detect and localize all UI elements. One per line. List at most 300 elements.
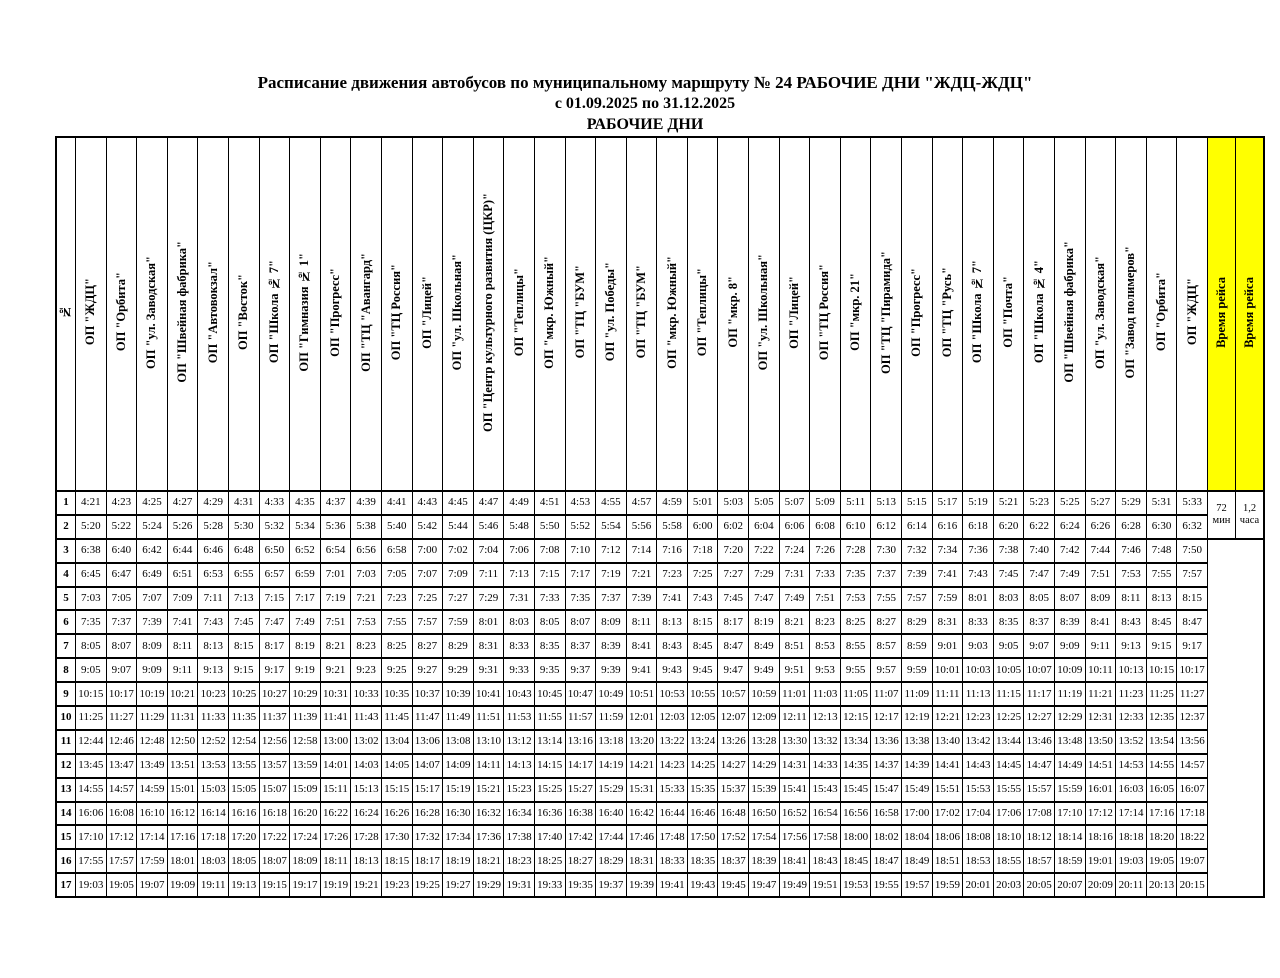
stop-header-label: ОП "Лицей" (419, 275, 434, 349)
schedule-row (56, 873, 1264, 897)
time-cell: 14:53 (1116, 754, 1147, 778)
time-cell: 15:59 (1055, 778, 1086, 802)
time-cell: 8:11 (1116, 587, 1147, 611)
time-cell: 6:47 (106, 563, 137, 587)
time-cell: 16:14 (198, 802, 229, 826)
time-cell: 4:21 (76, 491, 107, 515)
time-cell: 9:07 (1024, 634, 1055, 658)
time-cell: 14:21 (626, 754, 657, 778)
time-cell: 15:43 (810, 778, 841, 802)
time-cell: 19:59 (932, 873, 963, 897)
time-cell: 14:45 (993, 754, 1024, 778)
time-cell: 7:19 (596, 563, 627, 587)
time-cell: 15:23 (504, 778, 535, 802)
time-cell: 7:46 (1116, 539, 1147, 563)
time-cell: 13:51 (167, 754, 198, 778)
time-cell: 12:23 (963, 706, 994, 730)
time-cell: 7:43 (198, 610, 229, 634)
time-cell: 13:26 (718, 730, 749, 754)
time-cell: 14:59 (137, 778, 168, 802)
time-cell: 7:11 (473, 563, 504, 587)
row-number-cell: 16 (56, 849, 76, 873)
time-cell: 17:06 (993, 802, 1024, 826)
time-cell: 6:24 (1055, 515, 1086, 539)
time-cell: 10:57 (718, 682, 749, 706)
time-cell: 16:46 (687, 802, 718, 826)
row-number-cell: 15 (56, 825, 76, 849)
time-cell: 14:07 (412, 754, 443, 778)
time-cell: 10:29 (290, 682, 321, 706)
time-cell: 16:32 (473, 802, 504, 826)
time-cell: 18:03 (198, 849, 229, 873)
time-cell: 9:21 (320, 658, 351, 682)
time-cell: 8:01 (963, 587, 994, 611)
time-cell: 18:59 (1055, 849, 1086, 873)
time-cell: 8:03 (993, 587, 1024, 611)
time-cell: 8:41 (1085, 610, 1116, 634)
stop-header-label: ОП "Школа № 4" (1031, 260, 1046, 364)
time-cell: 8:23 (810, 610, 841, 634)
time-cell: 13:04 (381, 730, 412, 754)
time-cell: 4:41 (381, 491, 412, 515)
time-cell: 7:23 (657, 563, 688, 587)
time-cell: 13:38 (902, 730, 933, 754)
time-cell: 13:49 (137, 754, 168, 778)
time-cell: 14:11 (473, 754, 504, 778)
time-cell: 8:07 (106, 634, 137, 658)
time-cell: 6:12 (871, 515, 902, 539)
time-cell: 5:13 (871, 491, 902, 515)
time-cell: 6:00 (687, 515, 718, 539)
time-cell: 8:31 (932, 610, 963, 634)
time-cell: 17:10 (1055, 802, 1086, 826)
page-title (40, 72, 1250, 135)
time-cell: 13:56 (1177, 730, 1208, 754)
time-cell: 16:36 (534, 802, 565, 826)
row-number-header-label: № (58, 305, 73, 319)
trip-duration-value: 1,2 (1242, 502, 1257, 514)
stop-header (871, 137, 902, 491)
time-cell: 17:46 (626, 825, 657, 849)
time-cell: 11:43 (351, 706, 382, 730)
time-cell: 9:19 (290, 658, 321, 682)
time-cell: 13:44 (993, 730, 1024, 754)
time-cell: 10:59 (749, 682, 780, 706)
time-cell: 5:17 (932, 491, 963, 515)
time-cell: 19:43 (687, 873, 718, 897)
time-cell: 18:19 (443, 849, 474, 873)
stop-header (228, 137, 259, 491)
stop-header-label: ОП "ТЦ Россия" (817, 263, 832, 361)
time-cell: 16:38 (565, 802, 596, 826)
time-cell: 5:36 (320, 515, 351, 539)
time-cell: 13:54 (1146, 730, 1177, 754)
time-cell: 6:44 (167, 539, 198, 563)
time-cell: 12:21 (932, 706, 963, 730)
time-cell: 7:53 (351, 610, 382, 634)
time-cell: 9:09 (137, 658, 168, 682)
time-cell: 18:00 (840, 825, 871, 849)
time-cell: 19:53 (840, 873, 871, 897)
time-cell: 18:31 (626, 849, 657, 873)
time-cell: 8:15 (1177, 587, 1208, 611)
time-cell: 7:33 (810, 563, 841, 587)
time-cell: 7:47 (1024, 563, 1055, 587)
time-cell: 19:13 (228, 873, 259, 897)
time-cell: 9:29 (443, 658, 474, 682)
title-line2: с 01.09.2025 по 31.12.2025 (554, 95, 736, 112)
time-cell: 7:47 (749, 587, 780, 611)
time-cell: 5:32 (259, 515, 290, 539)
time-cell: 7:36 (963, 539, 994, 563)
time-cell: 8:27 (871, 610, 902, 634)
time-cell: 11:59 (596, 706, 627, 730)
time-cell: 13:57 (259, 754, 290, 778)
time-cell: 13:32 (810, 730, 841, 754)
time-cell: 20:03 (993, 873, 1024, 897)
time-cell: 12:27 (1024, 706, 1055, 730)
time-cell: 7:06 (504, 539, 535, 563)
time-cell: 15:29 (596, 778, 627, 802)
time-cell: 18:21 (473, 849, 504, 873)
time-cell: 8:27 (412, 634, 443, 658)
time-cell: 13:12 (504, 730, 535, 754)
stop-header (596, 137, 627, 491)
time-cell: 8:03 (504, 610, 535, 634)
time-cell: 12:52 (198, 730, 229, 754)
trip-duration-cell (1208, 491, 1236, 539)
time-cell: 7:45 (993, 563, 1024, 587)
title-line1: Расписание движения автобусов по муниципальному маршруту № 24 РАБОЧИЕ ДНИ "ЖДЦ-ЖДЦ" (257, 73, 1033, 92)
time-cell: 7:43 (963, 563, 994, 587)
time-cell: 17:55 (76, 849, 107, 873)
time-cell: 16:16 (228, 802, 259, 826)
time-cell: 15:17 (412, 778, 443, 802)
time-cell: 20:07 (1055, 873, 1086, 897)
row-number-cell: 5 (56, 587, 76, 611)
time-cell: 9:13 (1116, 634, 1147, 658)
time-cell: 6:16 (932, 515, 963, 539)
time-cell: 18:33 (657, 849, 688, 873)
time-cell: 11:25 (1146, 682, 1177, 706)
time-cell: 16:56 (840, 802, 871, 826)
time-cell: 12:56 (259, 730, 290, 754)
stop-header-label: ОП "ТЦ "БУМ" (572, 265, 587, 359)
time-cell: 10:13 (1116, 658, 1147, 682)
time-cell: 7:55 (381, 610, 412, 634)
time-cell: 17:32 (412, 825, 443, 849)
stop-header (290, 137, 321, 491)
stop-header-label: ОП "Теплицы" (511, 267, 526, 357)
time-cell: 4:27 (167, 491, 198, 515)
time-cell: 7:43 (687, 587, 718, 611)
time-cell: 11:41 (320, 706, 351, 730)
time-cell: 12:05 (687, 706, 718, 730)
time-cell: 18:09 (290, 849, 321, 873)
time-cell: 12:03 (657, 706, 688, 730)
time-cell: 4:47 (473, 491, 504, 515)
time-cell: 9:23 (351, 658, 382, 682)
time-cell: 5:33 (1177, 491, 1208, 515)
time-cell: 10:23 (198, 682, 229, 706)
time-cell: 7:09 (167, 587, 198, 611)
time-cell: 18:51 (932, 849, 963, 873)
time-cell: 13:14 (534, 730, 565, 754)
time-cell: 6:38 (76, 539, 107, 563)
time-cell: 4:59 (657, 491, 688, 515)
time-cell: 9:03 (963, 634, 994, 658)
stop-header-label: ОП "ул. Школьная" (756, 253, 771, 371)
stop-header-label: ОП "Школа № 7" (266, 260, 281, 364)
time-cell: 19:47 (749, 873, 780, 897)
time-cell: 6:26 (1085, 515, 1116, 539)
time-cell: 19:39 (626, 873, 657, 897)
time-cell: 8:35 (534, 634, 565, 658)
time-cell: 14:43 (963, 754, 994, 778)
time-cell: 12:29 (1055, 706, 1086, 730)
time-cell: 4:53 (565, 491, 596, 515)
time-cell: 12:07 (718, 706, 749, 730)
time-cell: 7:25 (687, 563, 718, 587)
time-cell: 8:19 (290, 634, 321, 658)
time-cell: 17:22 (259, 825, 290, 849)
time-cell: 7:19 (320, 587, 351, 611)
time-cell: 17:42 (565, 825, 596, 849)
stop-header (993, 137, 1024, 491)
time-cell: 6:53 (198, 563, 229, 587)
time-cell: 18:13 (351, 849, 382, 873)
time-cell: 20:09 (1085, 873, 1116, 897)
time-cell: 16:03 (1116, 778, 1147, 802)
time-cell: 18:02 (871, 825, 902, 849)
time-cell: 14:35 (840, 754, 871, 778)
time-cell: 12:54 (228, 730, 259, 754)
time-cell: 5:15 (902, 491, 933, 515)
row-number-cell: 9 (56, 682, 76, 706)
time-cell: 8:41 (626, 634, 657, 658)
time-cell: 14:47 (1024, 754, 1055, 778)
trip-time-header-label: Время рейса (1241, 276, 1256, 348)
time-cell: 7:33 (534, 587, 565, 611)
time-cell: 8:43 (657, 634, 688, 658)
stop-header-label: ОП "мкр. 21" (848, 273, 863, 351)
time-cell: 5:20 (76, 515, 107, 539)
time-cell: 9:59 (902, 658, 933, 682)
time-cell: 13:47 (106, 754, 137, 778)
time-cell: 18:20 (1146, 825, 1177, 849)
time-cell: 13:55 (228, 754, 259, 778)
stop-header (657, 137, 688, 491)
time-cell: 13:53 (198, 754, 229, 778)
trip-time-header (1208, 137, 1236, 491)
row-number-header (56, 137, 76, 491)
time-cell: 17:04 (963, 802, 994, 826)
time-cell: 7:45 (718, 587, 749, 611)
time-cell: 8:55 (840, 634, 871, 658)
time-cell: 8:23 (351, 634, 382, 658)
time-cell: 13:22 (657, 730, 688, 754)
time-cell: 18:27 (565, 849, 596, 873)
row-number-cell: 11 (56, 730, 76, 754)
time-cell: 8:45 (1146, 610, 1177, 634)
time-cell: 20:15 (1177, 873, 1208, 897)
time-cell: 4:23 (106, 491, 137, 515)
time-cell: 13:45 (76, 754, 107, 778)
time-cell: 11:05 (840, 682, 871, 706)
time-cell: 16:12 (167, 802, 198, 826)
time-cell: 16:30 (443, 802, 474, 826)
time-cell: 8:33 (504, 634, 535, 658)
time-cell: 10:03 (963, 658, 994, 682)
time-cell: 15:39 (749, 778, 780, 802)
time-cell: 17:50 (687, 825, 718, 849)
time-cell: 15:55 (993, 778, 1024, 802)
time-cell: 7:42 (1055, 539, 1086, 563)
time-cell: 8:11 (167, 634, 198, 658)
stop-header (718, 137, 749, 491)
schedule-row (56, 825, 1264, 849)
time-cell: 9:25 (381, 658, 412, 682)
stop-header (351, 137, 382, 491)
time-cell: 17:52 (718, 825, 749, 849)
time-cell: 5:56 (626, 515, 657, 539)
time-cell: 11:15 (993, 682, 1024, 706)
time-cell: 9:27 (412, 658, 443, 682)
time-cell: 6:58 (381, 539, 412, 563)
time-cell: 17:59 (137, 849, 168, 873)
time-cell: 8:17 (259, 634, 290, 658)
time-cell: 7:01 (320, 563, 351, 587)
time-cell: 7:40 (1024, 539, 1055, 563)
time-cell: 15:37 (718, 778, 749, 802)
time-cell: 7:10 (565, 539, 596, 563)
time-cell: 18:01 (167, 849, 198, 873)
stop-header (1116, 137, 1147, 491)
time-cell: 17:36 (473, 825, 504, 849)
time-cell: 18:55 (993, 849, 1024, 873)
time-cell: 7:05 (106, 587, 137, 611)
time-cell: 18:18 (1116, 825, 1147, 849)
time-cell: 12:35 (1146, 706, 1177, 730)
time-cell: 5:21 (993, 491, 1024, 515)
time-cell: 4:35 (290, 491, 321, 515)
time-cell: 9:57 (871, 658, 902, 682)
time-cell: 17:28 (351, 825, 382, 849)
stop-header (443, 137, 474, 491)
time-cell: 8:47 (1177, 610, 1208, 634)
time-cell: 8:07 (1055, 587, 1086, 611)
time-cell: 8:07 (565, 610, 596, 634)
time-cell: 13:28 (749, 730, 780, 754)
time-cell: 18:45 (840, 849, 871, 873)
stop-header (1146, 137, 1177, 491)
trip-time-header-label: Время рейса (1213, 276, 1228, 348)
schedule-row (56, 682, 1264, 706)
schedule-row (56, 658, 1264, 682)
time-cell: 9:11 (1085, 634, 1116, 658)
time-cell: 10:05 (993, 658, 1024, 682)
schedule-header (56, 137, 1264, 491)
stop-header (381, 137, 412, 491)
time-cell: 18:22 (1177, 825, 1208, 849)
time-cell: 7:05 (381, 563, 412, 587)
time-cell: 6:56 (351, 539, 382, 563)
time-cell: 8:09 (1085, 587, 1116, 611)
time-cell: 6:55 (228, 563, 259, 587)
time-cell: 20:13 (1146, 873, 1177, 897)
time-cell: 11:17 (1024, 682, 1055, 706)
time-cell: 11:39 (290, 706, 321, 730)
time-cell: 14:55 (76, 778, 107, 802)
time-cell: 7:57 (412, 610, 443, 634)
time-cell: 12:46 (106, 730, 137, 754)
time-cell: 7:51 (810, 587, 841, 611)
time-cell: 7:35 (76, 610, 107, 634)
schedule-row (56, 563, 1264, 587)
time-cell: 19:29 (473, 873, 504, 897)
time-cell: 11:23 (1116, 682, 1147, 706)
time-cell: 16:07 (1177, 778, 1208, 802)
time-cell: 5:40 (381, 515, 412, 539)
time-cell: 5:01 (687, 491, 718, 515)
time-cell: 5:46 (473, 515, 504, 539)
time-cell: 10:39 (443, 682, 474, 706)
schedule-body (56, 491, 1264, 897)
time-cell: 9:43 (657, 658, 688, 682)
time-cell: 19:09 (167, 873, 198, 897)
time-cell: 6:57 (259, 563, 290, 587)
time-cell: 14:31 (779, 754, 810, 778)
time-cell: 7:13 (504, 563, 535, 587)
time-cell: 9:51 (779, 658, 810, 682)
time-cell: 5:34 (290, 515, 321, 539)
time-cell: 15:49 (902, 778, 933, 802)
time-cell: 4:25 (137, 491, 168, 515)
stop-header (810, 137, 841, 491)
time-cell: 11:01 (779, 682, 810, 706)
time-cell: 7:45 (228, 610, 259, 634)
time-cell: 7:28 (840, 539, 871, 563)
time-cell: 14:51 (1085, 754, 1116, 778)
time-cell: 5:54 (596, 515, 627, 539)
time-cell: 7:27 (443, 587, 474, 611)
time-cell: 18:29 (596, 849, 627, 873)
time-cell: 6:14 (902, 515, 933, 539)
time-cell: 13:48 (1055, 730, 1086, 754)
stop-header-label: ОП "Почта" (1001, 276, 1016, 348)
stop-header-label: ОП "Завод полимеров" (1123, 245, 1138, 379)
time-cell: 7:20 (718, 539, 749, 563)
time-cell: 8:05 (534, 610, 565, 634)
time-cell: 10:43 (504, 682, 535, 706)
time-cell: 17:34 (443, 825, 474, 849)
time-cell: 13:52 (1116, 730, 1147, 754)
time-cell: 12:44 (76, 730, 107, 754)
time-cell: 8:09 (596, 610, 627, 634)
stop-header-label: ОП "Швейная фабрика" (175, 241, 190, 383)
time-cell: 11:51 (473, 706, 504, 730)
time-cell: 19:37 (596, 873, 627, 897)
row-number-cell: 3 (56, 539, 76, 563)
time-cell: 19:33 (534, 873, 565, 897)
schedule-row (56, 515, 1264, 539)
time-cell: 11:27 (106, 706, 137, 730)
time-cell: 13:30 (779, 730, 810, 754)
time-cell: 8:39 (596, 634, 627, 658)
time-cell: 14:23 (657, 754, 688, 778)
stop-header-label: ОП "Теплицы" (695, 267, 710, 357)
row-number-cell: 14 (56, 802, 76, 826)
